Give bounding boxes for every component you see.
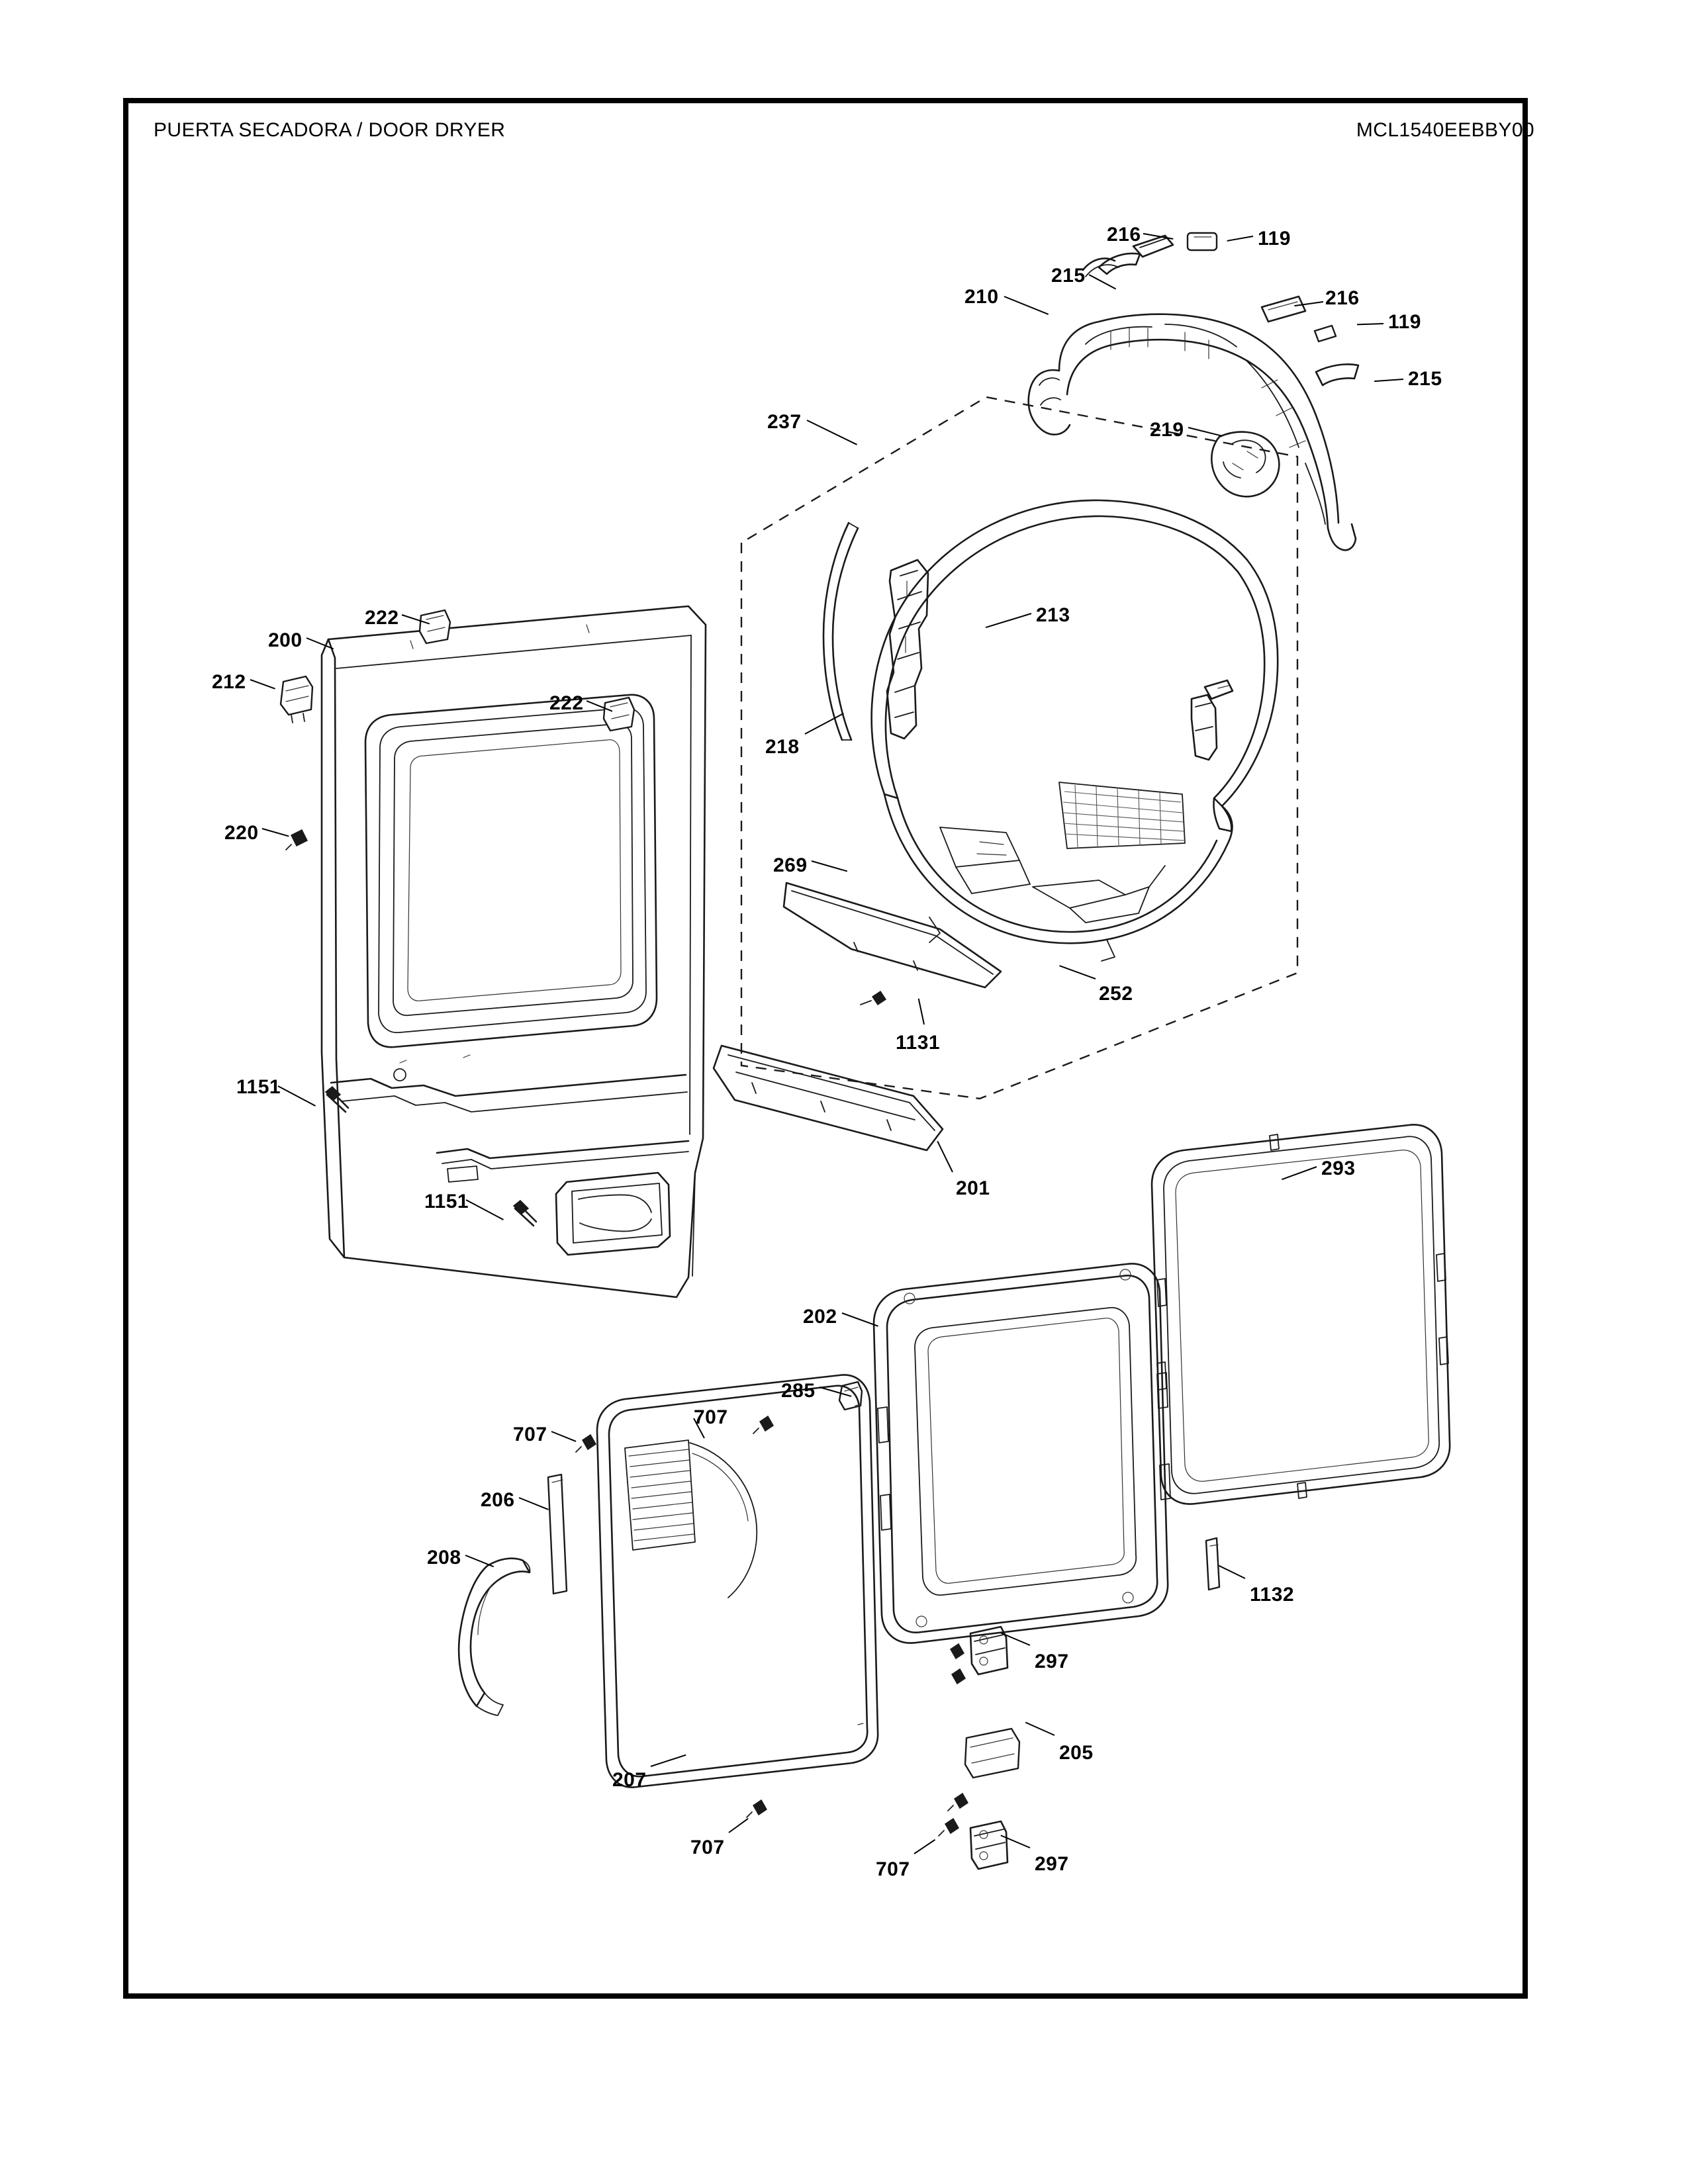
callout-1132: 1132 (1250, 1584, 1295, 1606)
callout-207: 207 (612, 1769, 647, 1791)
callout-707: 707 (690, 1837, 725, 1858)
callout-210: 210 (964, 286, 999, 308)
callout-1151: 1151 (424, 1191, 469, 1212)
diagram-part-number: MCL1540EEBBY00 (1356, 119, 1534, 141)
callout-212: 212 (212, 671, 246, 693)
callout-1151: 1151 (236, 1076, 281, 1098)
diagram-border (123, 98, 1528, 1999)
callout-297: 297 (1035, 1853, 1069, 1875)
callout-202: 202 (803, 1306, 837, 1328)
callout-119: 119 (1388, 311, 1421, 333)
callout-216: 216 (1325, 287, 1360, 309)
callout-213: 213 (1036, 604, 1070, 626)
callout-237: 237 (767, 411, 802, 433)
callout-219: 219 (1150, 419, 1184, 441)
callout-707: 707 (513, 1424, 547, 1445)
callout-215: 215 (1051, 265, 1086, 287)
callout-222: 222 (549, 692, 584, 714)
callout-269: 269 (773, 854, 808, 876)
callout-220: 220 (224, 822, 259, 844)
callout-215: 215 (1408, 368, 1442, 390)
callout-201: 201 (956, 1177, 990, 1199)
callout-216: 216 (1107, 224, 1141, 246)
callout-707: 707 (876, 1858, 910, 1880)
callout-1131: 1131 (896, 1032, 941, 1054)
callout-206: 206 (481, 1489, 515, 1511)
callout-119: 119 (1258, 228, 1291, 250)
callout-222: 222 (365, 607, 399, 629)
callout-205: 205 (1059, 1742, 1094, 1764)
callout-252: 252 (1099, 983, 1133, 1005)
callout-293: 293 (1321, 1158, 1356, 1179)
callout-297: 297 (1035, 1651, 1069, 1672)
callout-707: 707 (694, 1406, 728, 1428)
callout-285: 285 (781, 1380, 816, 1402)
callout-218: 218 (765, 736, 800, 758)
callout-200: 200 (268, 629, 303, 651)
diagram-title: PUERTA SECADORA / DOOR DRYER (154, 119, 506, 141)
callout-208: 208 (427, 1547, 461, 1569)
